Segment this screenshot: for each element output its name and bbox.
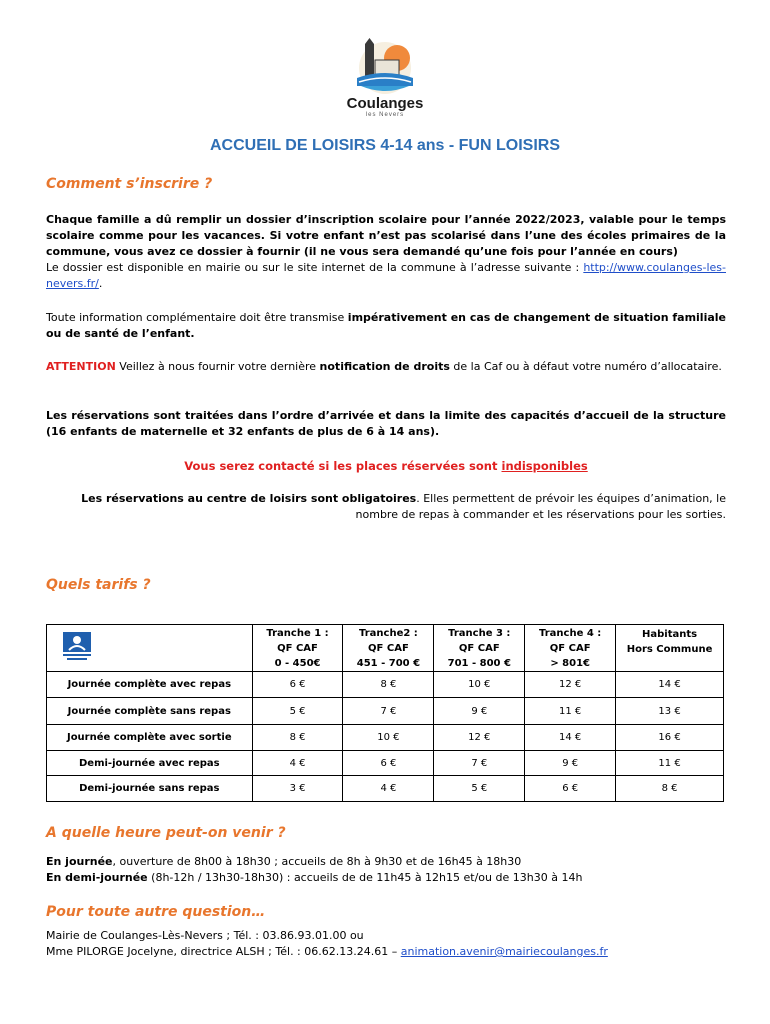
table-cell: 6 € [525,776,616,802]
table-cell: 9 € [525,751,616,776]
row-label: Journée complète sans repas [47,698,253,725]
header-tranche-2: Tranche2 : QF CAF 451 - 700 € [343,625,434,672]
row-label: Demi-journée sans repas [47,776,253,802]
paragraph-horaires [46,854,726,886]
header-hors-commune: Habitants Hors Commune [616,625,724,672]
information-text: Toute information complémentaire doit être transmise [46,311,348,324]
table-cell: 3 € [252,776,343,802]
row-label: Demi-journée avec repas [47,751,253,776]
table-cell: 7 € [343,698,434,725]
horaires-journee-text: , ouverture de 8h00 à 18h30 ; accueils de 8h à 9h30 et de 16h45 à 18h30 [112,855,522,868]
heading-questions: Pour toute autre question… [46,904,266,920]
obligatoires-text: . Elles permettent de prévoir les équipes d’animation, le nombre de repas à commander et les réservations pour les sorties. [355,492,726,521]
table-row [47,725,724,751]
table-cell: 12 € [434,725,525,751]
table-cell: 9 € [434,698,525,725]
table-cell: 12 € [525,672,616,698]
horaires-demi-text: (8h-12h / 13h30-18h30) : accueils de de 11h45 à 12h15 et/ou de 13h30 à 14h [147,871,583,884]
obligatoires-bold: Les réservations au centre de loisirs sont obligatoires [81,492,417,505]
logo-name: Coulanges [346,95,424,112]
table-cell: 8 € [616,776,724,802]
table-cell: 10 € [434,672,525,698]
header-tranche-1: Tranche 1 : QF CAF 0 - 450€ [252,625,343,672]
dossier-text: Le dossier est disponible en mairie ou sur le site internet de la commune à l’adresse suivante : [46,261,584,274]
heading-inscription: Comment s’inscrire ? [46,176,213,192]
table-cell: 6 € [252,672,343,698]
information-bold: impérativement en cas de changement de situation familiale ou de santé de l’enfant. [46,311,726,340]
table-cell: 8 € [252,725,343,751]
tarifs-table [46,624,724,802]
caf-logo-cell [47,625,253,672]
website-link[interactable]: http://www.coulanges-les-nevers.fr/ [46,261,726,290]
contact-text: Vous serez contacté si les places réservées sont [184,459,502,473]
dossier-bold-text: Chaque famille a dû remplir un dossier d’inscription scolaire pour l’année 2022/2023, valable pour le temps scolaire comme pour les vacances. Si votre enfant n’est pas scolarisé dans l’une des écoles primaires de la commune, vous avez ce dossier à fournir (il ne vous sera demandé qu’une fois pour l’année en cours) [46,213,726,258]
dossier-end: . [98,277,103,290]
table-cell: 11 € [616,751,724,776]
attention-text-2: de la Caf ou à défaut votre numéro d’allocataire. [449,360,722,373]
table-row [47,672,724,698]
header-tranche-4: Tranche 4 : QF CAF > 801€ [525,625,616,672]
table-cell: 4 € [252,751,343,776]
caf-logo-icon [59,630,95,662]
table-cell: 14 € [525,725,616,751]
table-row [47,698,724,725]
paragraph-dossier [46,212,726,292]
table-row [47,776,724,802]
logo-subtitle: les Nevers [365,112,405,118]
attention-bold: notification de droits [319,360,450,373]
reservations-bold: Les réservations sont traitées dans l’ordre d’arrivée et dans la limite des capacités d’accueil de la structure (16 enfants de maternelle et 32 enfants de plus de 6 à 14 ans). [46,409,726,438]
table-cell: 7 € [434,751,525,776]
contact-directrice: Mme PILORGE Jocelyne, directrice ALSH ; Tél. : 06.62.13.24.61 – [46,945,401,958]
paragraph-reservations [46,408,726,440]
row-label: Journée complète avec sortie [47,725,253,751]
table-cell: 14 € [616,672,724,698]
table-cell: 13 € [616,698,724,725]
table-cell: 5 € [252,698,343,725]
contact-mairie: Mairie de Coulanges-Lès-Nevers ; Tél. : 03.86.93.01.00 ou [46,929,364,942]
paragraph-contact-info [46,928,726,960]
table-header-row [47,625,724,672]
paragraph-obligatoires [46,491,726,523]
paragraph-attention [46,359,726,375]
table-cell: 10 € [343,725,434,751]
table-row [47,751,724,776]
table-cell: 11 € [525,698,616,725]
horaires-journee-label: En journée [46,855,113,868]
heading-horaires: A quelle heure peut-on venir ? [46,825,286,841]
table-cell: 5 € [434,776,525,802]
row-label: Journée complète avec repas [47,672,253,698]
attention-label: ATTENTION [46,360,116,373]
page-title: ACCUEIL DE LOISIRS 4-14 ans - FUN LOISIRS [210,137,560,154]
email-link[interactable]: animation.avenir@mairiecoulanges.fr [400,945,608,958]
table-cell: 16 € [616,725,724,751]
paragraph-contact [46,458,726,474]
table-cell: 8 € [343,672,434,698]
contact-underlined: indisponibles [501,459,588,473]
table-cell: 6 € [343,751,434,776]
paragraph-information [46,310,726,342]
attention-text-1: Veillez à nous fournir votre dernière [115,360,320,373]
header-tranche-3: Tranche 3 : QF CAF 701 - 800 € [434,625,525,672]
table-cell: 4 € [343,776,434,802]
horaires-demi-label: En demi-journée [46,871,148,884]
heading-tarifs: Quels tarifs ? [46,577,151,593]
